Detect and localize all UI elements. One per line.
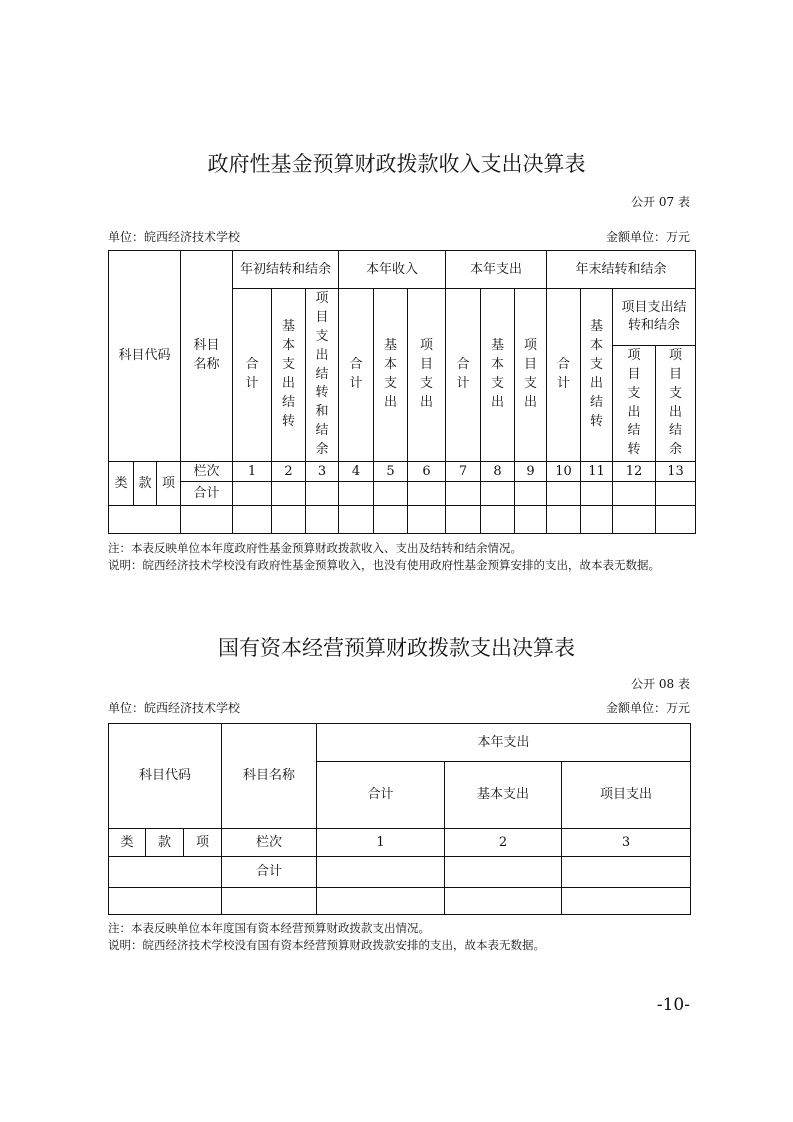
table2-explanation: 说明：皖西经济技术学校没有国有资本经营预算财政拨款安排的支出，故本表无数据。 <box>108 938 545 952</box>
t1-h-end-basic: 基本支出结转 <box>581 289 613 462</box>
table-cell <box>481 482 515 506</box>
t1-h-end-total: 合计 <box>547 289 581 462</box>
t2-h-project: 项目支出 <box>562 762 691 829</box>
table-cell <box>339 506 374 534</box>
table-cell <box>109 888 222 915</box>
table-cell <box>562 888 691 915</box>
table-cell <box>547 506 581 534</box>
table-cell <box>515 506 547 534</box>
table-cell <box>272 482 306 506</box>
t1-col-num: 10 <box>547 462 581 482</box>
t1-col-num: 9 <box>515 462 547 482</box>
t2-code-lei: 类 <box>109 829 146 857</box>
t2-code-kuan: 款 <box>146 829 184 857</box>
table1-note: 注：本表反映单位本年度政府性基金预算财政拨款收入、支出及结转和结余情况。 <box>108 541 522 555</box>
table-cell <box>581 506 613 534</box>
t1-col-num: 8 <box>481 462 515 482</box>
table-cell <box>656 482 696 506</box>
t1-header-begin-balance: 年初结转和结余 <box>233 251 339 289</box>
t2-header-expense: 本年支出 <box>317 724 691 762</box>
t1-header-subject-name: 科目名称 <box>181 251 233 462</box>
table-cell <box>445 857 562 888</box>
table-cell <box>306 482 339 506</box>
t1-header-expense: 本年支出 <box>446 251 547 289</box>
t1-row-index-label: 栏次 <box>181 462 233 482</box>
t1-col-num: 13 <box>656 462 696 482</box>
t1-h-begin-basic: 基本支出结转 <box>272 289 306 462</box>
table-cell <box>515 482 547 506</box>
table-cell <box>562 857 691 888</box>
t2-header-subject-code: 科目代码 <box>109 724 222 829</box>
t2-h-total: 合计 <box>317 762 445 829</box>
table-cell <box>374 506 408 534</box>
t1-h-begin-total: 合计 <box>233 289 272 462</box>
table2-amount-unit: 金额单位：万元 <box>605 701 690 715</box>
table-cell <box>581 482 613 506</box>
t1-col-num: 3 <box>306 462 339 482</box>
t1-h-end-project: 项目支出结转和结余 <box>613 289 696 346</box>
t2-col-num: 2 <box>445 829 562 857</box>
table2-notes <box>108 920 700 954</box>
t1-col-num: 1 <box>233 462 272 482</box>
t2-col-num: 3 <box>562 829 691 857</box>
t2-col-num: 1 <box>317 829 445 857</box>
table-cell <box>481 506 515 534</box>
t2-row-index-label: 栏次 <box>222 829 317 857</box>
table-cell <box>446 506 481 534</box>
table1-form-number: 公开 07 表 <box>631 195 690 209</box>
table-cell <box>317 857 445 888</box>
table2-form-number: 公开 08 表 <box>631 677 690 691</box>
state-capital-table <box>108 723 691 915</box>
t1-empty-row <box>109 506 696 534</box>
t2-total-label: 合计 <box>222 857 317 888</box>
table1-unit: 单位：皖西经济技术学校 <box>108 230 241 244</box>
table-cell <box>222 888 317 915</box>
t1-h-end-project-carry: 项目支出结转 <box>613 346 656 462</box>
t1-h-income-project: 项目支出 <box>408 289 446 462</box>
t1-h-end-project-balance: 项目支出结余 <box>656 346 696 462</box>
table1-explanation: 说明：皖西经济技术学校没有政府性基金预算收入，也没有使用政府性基金预算安排的支出，故本表无数据。 <box>108 558 660 572</box>
table-cell <box>445 888 562 915</box>
t1-h-expense-project: 项目支出 <box>515 289 547 462</box>
table2-unit: 单位：皖西经济技术学校 <box>108 701 241 715</box>
t1-col-num: 7 <box>446 462 481 482</box>
table1-amount-unit: 金额单位：万元 <box>605 230 690 244</box>
t2-h-basic: 基本支出 <box>445 762 562 829</box>
table1-title: 政府性基金预算财政拨款收入支出决算表 <box>207 152 586 176</box>
t1-total-label: 合计 <box>181 482 233 506</box>
t1-code-kuan: 款 <box>134 462 157 506</box>
t1-header-end-balance: 年末结转和结余 <box>547 251 696 289</box>
government-fund-table <box>108 250 696 534</box>
t1-col-num: 2 <box>272 462 306 482</box>
table-cell <box>109 506 181 534</box>
table-cell <box>306 506 339 534</box>
table-cell <box>272 506 306 534</box>
table-cell <box>109 857 222 888</box>
table-cell <box>339 482 374 506</box>
t2-code-xiang: 项 <box>184 829 222 857</box>
t2-empty-row <box>109 888 691 915</box>
table-cell <box>374 482 408 506</box>
t2-total-row <box>109 857 691 888</box>
t1-header-subject-code: 科目代码 <box>109 251 181 462</box>
t1-col-num: 6 <box>408 462 446 482</box>
page-number: -10- <box>656 995 690 1015</box>
t1-h-begin-project: 项目支出结转和结余 <box>306 289 339 462</box>
t1-header-income: 本年收入 <box>339 251 446 289</box>
t1-h-expense-basic: 基本支出 <box>481 289 515 462</box>
t2-header-subject-name: 科目名称 <box>222 724 317 829</box>
table-cell <box>233 506 272 534</box>
table-cell <box>408 482 446 506</box>
t1-col-num: 4 <box>339 462 374 482</box>
table-cell <box>656 506 696 534</box>
t1-col-num: 11 <box>581 462 613 482</box>
table-cell <box>317 888 445 915</box>
table-cell <box>446 482 481 506</box>
t1-col-num: 5 <box>374 462 408 482</box>
table2-note: 注：本表反映单位本年度国有资本经营预算财政拨款支出情况。 <box>108 921 430 935</box>
t1-h-income-basic: 基本支出 <box>374 289 408 462</box>
table-cell <box>613 506 656 534</box>
table1-notes <box>108 540 700 574</box>
t1-h-income-total: 合计 <box>339 289 374 462</box>
table2-title: 国有资本经营预算财政拨款支出决算表 <box>218 636 575 660</box>
table-cell <box>613 482 656 506</box>
t1-col-num: 12 <box>613 462 656 482</box>
t1-total-row <box>109 482 696 506</box>
t1-code-lei: 类 <box>109 462 134 506</box>
table-cell <box>408 506 446 534</box>
table-cell <box>181 506 233 534</box>
table-cell <box>233 482 272 506</box>
t1-h-expense-total: 合计 <box>446 289 481 462</box>
table-cell <box>547 482 581 506</box>
t1-code-xiang: 项 <box>157 462 181 506</box>
